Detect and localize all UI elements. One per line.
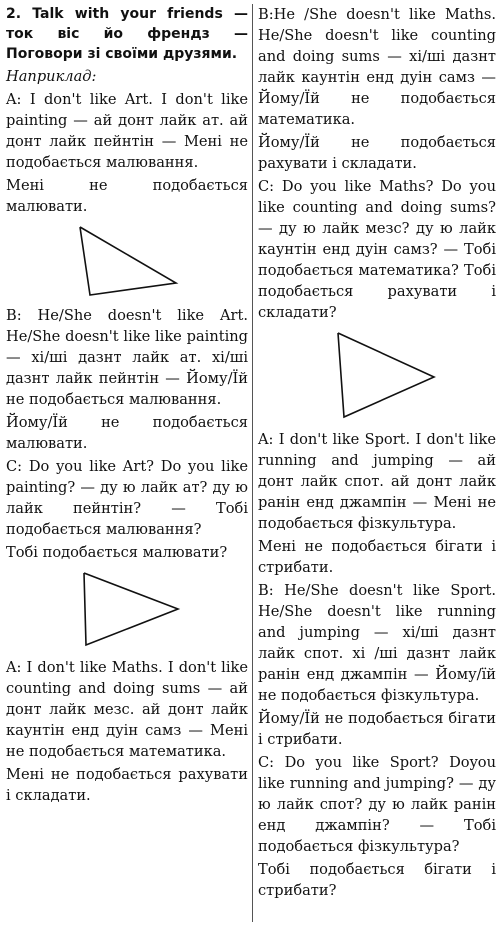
art-line-b: B: He/She doesn't like Art. He/She doesn't like like painting — хі/ші дазнт лайк ат. хі/ші дазнт лайк пейнтін — Йому/Їй не подобається малювання. [6, 307, 248, 408]
example-label: Наприклад: [6, 68, 97, 85]
sport-line-b-translation: Йому/Їй не подобається бігати і стрибати. [258, 710, 496, 748]
triangle-diagram [74, 567, 194, 651]
task-number: 2. [6, 6, 22, 22]
art-line-a-translation: Мені не подобається малювати. [6, 177, 248, 215]
maths-line-a: A: I don't like Maths. I don't like counting and doing sums — ай донт лайк мезс. ай донт лайк каунтін енд дуін самз — Мені не подобається математика. [6, 659, 248, 760]
maths-line-b-translation: Йому/Їй не подобається рахувати і складати. [258, 134, 496, 172]
left-column [6, 4, 248, 808]
sport-line-c: C: Do you like Sport? Doyou like running and jumping? — ду ю лайк спот? ду ю лайк ранін енд джампін? — Тобі подобається фізкультура? [258, 754, 496, 855]
task-heading [6, 4, 248, 64]
sport-line-b: B: He/She doesn't like Sport. He/She doesn't like running and jumping — хі/ші дазнт лайк спот. хі /ші дазнт лайк ранін енд джампін — Йому/їй не подобається фізкультура. [258, 582, 496, 704]
maths-line-a-translation: Мені не подобається рахувати і складати. [6, 766, 248, 804]
art-line-c: C: Do you like Art? Do you like painting? — ду ю лайк ат? ду ю лайк пейнтін? — Тобі подобається малювання? [6, 458, 248, 538]
maths-line-c: C: Do you like Maths? Do you like counting and doing sums? — ду ю лайк мезс? ду ю лайк каунтін енд дуін самз? — Тобі подобається математика? Тобі подобається рахувати і складати? [258, 178, 496, 321]
right-column [258, 4, 496, 903]
maths-line-b: B:He /She doesn't like Maths. He/She doesn't like counting and doing sums — хі/ші дазнт лайк каунтін енд дуін самз — Йому/Їй не подобається математика. [258, 6, 496, 128]
art-line-c-translation: Тобі подобається малювати? [6, 544, 228, 561]
triangle-diagram [330, 327, 450, 423]
column-divider [252, 4, 253, 922]
sport-line-a: A: I don't like Sport. I don't like running and jumping — ай донт лайк спот. ай донт лайк ранін енд джампін — Мені не подобається фізкультура. [258, 431, 496, 532]
art-line-b-translation: Йому/Їй не подобається малювати. [6, 414, 248, 452]
sport-line-c-translation: Тобі подобається бігати і стрибати? [258, 861, 496, 899]
triangle-diagram [72, 221, 192, 299]
art-line-a: A: I don't like Art. I don't like painting — ай донт лайк ат. ай донт лайк пейнтін — Мені не подобається малювання. [6, 91, 248, 171]
sport-line-a-translation: Мені не подобається бігати і стрибати. [258, 538, 496, 576]
task-title: Talk with your friends — ток віс йо френдз — Поговори зі своїми друзями. [6, 6, 248, 62]
